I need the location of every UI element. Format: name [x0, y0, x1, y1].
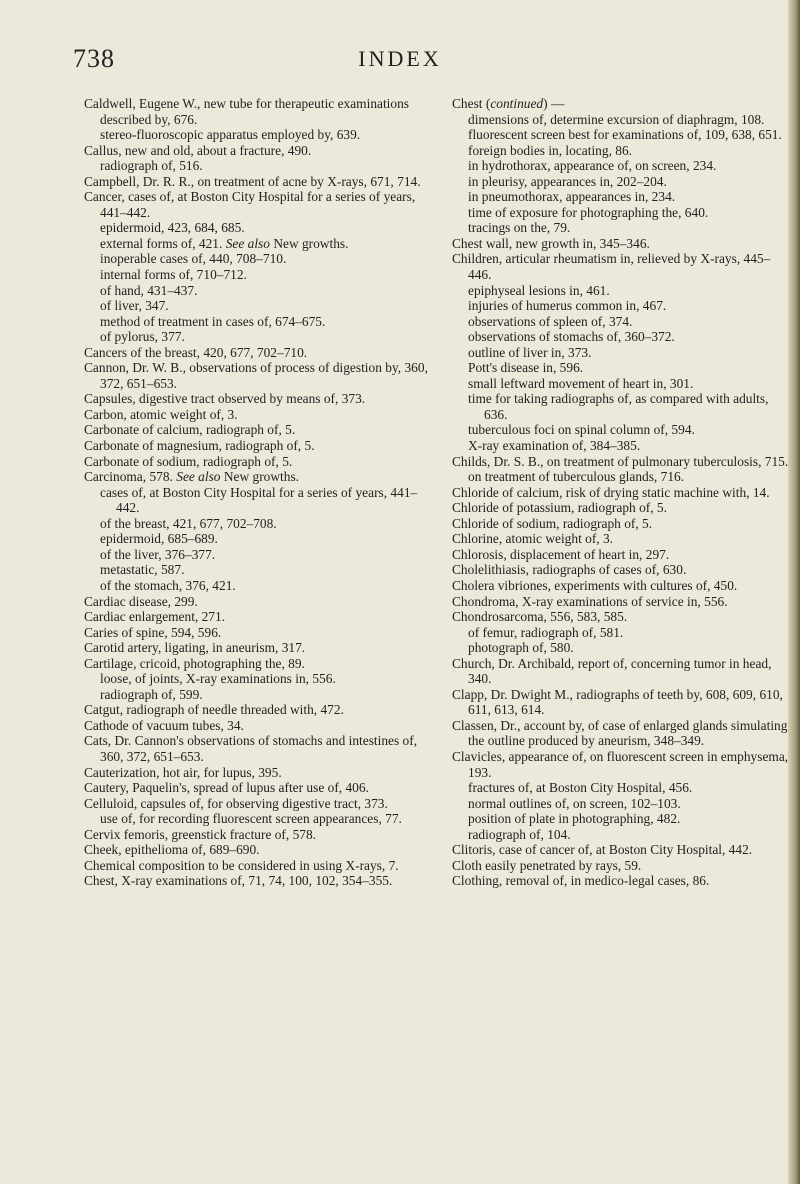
index-subentry — [84, 562, 428, 578]
entry-text: Caldwell, Eugene W., new tube for therapeutic examinations described by, 676. — [84, 96, 409, 127]
entry-text: Cheek, epithelioma of, 689–690. — [84, 842, 260, 858]
entry-text: Chemical composition to be considered in using X-rays, 7. — [84, 857, 399, 873]
index-entry — [84, 765, 428, 781]
index-entry: Chest (continued) — — [452, 96, 565, 111]
entry-text: Cauterization, hot air, for lupus, 395. — [84, 764, 282, 780]
index-entry — [452, 609, 790, 625]
entry-text: loose, of joints, X-ray examinations in, 556. — [100, 671, 336, 687]
index-subentry — [84, 283, 428, 299]
entry-text: Cholelithiasis, radiographs of cases of, 630. — [452, 562, 687, 578]
index-subentry — [84, 267, 428, 283]
index-subentry — [452, 376, 790, 392]
index-subentry — [452, 827, 790, 843]
entry-text: photograph of, 580. — [468, 640, 574, 656]
index-subentry — [452, 158, 790, 174]
entry-text: Chest — [452, 96, 483, 111]
entry-text: small leftward movement of heart in, 301. — [468, 375, 694, 391]
entry-rest: New growths. — [273, 235, 349, 251]
index-entry — [84, 625, 428, 641]
index-entry — [452, 594, 790, 610]
index-subentry — [84, 158, 428, 174]
index-subentry — [84, 516, 428, 532]
entry-text: Carbonate of magnesium, radiograph of, 5. — [84, 438, 315, 454]
index-entry — [452, 485, 790, 501]
entry-text: Cervix femoris, greenstick fracture of, 578. — [84, 826, 317, 842]
index-entry — [84, 733, 428, 764]
index-subentry — [452, 329, 790, 345]
page-number: 738 — [73, 44, 115, 73]
entry-text: Chloride of potassium, radiograph of, 5. — [452, 500, 667, 516]
entry-text: Chest, X-ray examinations of, 71, 74, 100, 102, 354–355. — [84, 873, 393, 889]
entry-text: fractures of, at Boston City Hospital, 456. — [468, 780, 693, 796]
index-subentry — [84, 127, 428, 143]
index-entry — [452, 531, 790, 547]
entry-text: method of treatment in cases of, 674–675. — [100, 313, 326, 329]
continued-label: continued — [490, 96, 544, 111]
entry-text: Cartilage, cricoid, photographing the, 89. — [84, 655, 305, 671]
entry-text: Celluloid, capsules of, for observing digestive tract, 373. — [84, 795, 388, 811]
index-subentry — [452, 780, 790, 796]
entry-text: Cholera vibriones, experiments with cultures of, 450. — [452, 577, 738, 593]
index-entry — [84, 594, 428, 610]
entry-text: inoperable cases of, 440, 708–710. — [100, 251, 287, 267]
index-entry — [84, 609, 428, 625]
entry-text: in hydrothorax, appearance of, on screen, 234. — [468, 158, 717, 174]
index-subentry — [452, 205, 790, 221]
index-subentry — [452, 283, 790, 299]
index-entry — [452, 516, 790, 532]
entry-text: time for taking radiographs of, as compared with adults, 636. — [468, 391, 769, 422]
entry-text: of the breast, 421, 677, 702–708. — [100, 515, 277, 531]
index-entry — [84, 96, 428, 127]
index-entry — [452, 547, 790, 563]
index-subentry — [452, 189, 790, 205]
entry-text: Chest wall, new growth in, 345–346. — [452, 235, 650, 251]
index-entry — [84, 345, 428, 361]
entry-text: Chloride of calcium, risk of drying static machine with, 14. — [452, 484, 770, 500]
index-subentry — [84, 671, 428, 687]
index-entry — [84, 360, 428, 391]
entry-text: X-ray examination of, 384–385. — [468, 438, 641, 454]
index-subentry — [84, 687, 428, 703]
index-subentry — [452, 469, 790, 485]
entry-text: of the stomach, 376, 421. — [100, 577, 236, 593]
index-subentry — [452, 127, 790, 143]
entry-text: on treatment of tuberculous glands, 716. — [468, 469, 685, 485]
index-subentry — [452, 391, 790, 422]
entry-text: of pylorus, 377. — [100, 329, 185, 345]
index-subentry — [84, 811, 428, 827]
entry-text: radiograph of, 104. — [468, 826, 571, 842]
index-entry — [84, 174, 428, 190]
index-entry — [452, 842, 790, 858]
index-entry — [452, 687, 790, 718]
index-subentry — [452, 220, 790, 236]
entry-text: Children, articular rheumatism in, relieved by X-rays, 445–446. — [452, 251, 771, 283]
index-subentry — [452, 422, 790, 438]
index-subentry — [84, 251, 428, 267]
entry-text: Chloride of sodium, radiograph of, 5. — [452, 515, 653, 531]
entry-text: normal outlines of, on screen, 102–103. — [468, 795, 681, 811]
entry-text: radiograph of, 599. — [100, 686, 203, 702]
index-entry — [452, 873, 790, 889]
page-title: INDEX — [358, 46, 442, 71]
index-subentry — [452, 360, 790, 376]
index-subentry — [84, 578, 428, 594]
entry-text: in pneumothorax, appearances in, 234. — [468, 189, 676, 205]
entry-text: in pleurisy, appearances in, 202–204. — [468, 173, 667, 189]
index-subentry — [452, 174, 790, 190]
index-entry — [84, 796, 428, 812]
see-also-label: See also — [225, 235, 270, 251]
page-header — [0, 44, 800, 84]
index-subentry — [84, 547, 428, 563]
see-also-label: See also — [176, 469, 221, 485]
index-subentry — [452, 811, 790, 827]
entry-text: internal forms of, 710–712. — [100, 267, 247, 283]
entry-text: Chondrosarcoma, 556, 583, 585. — [452, 609, 628, 625]
entry-text: tuberculous foci on spinal column of, 594. — [468, 422, 695, 438]
index-entry — [84, 407, 428, 423]
index-subentry — [452, 640, 790, 656]
index-entry — [84, 469, 428, 485]
entry-text: Clapp, Dr. Dwight M., radiographs of teeth by, 608, 609, 610, 611, 613, 614. — [452, 686, 783, 718]
entry-text: of hand, 431–437. — [100, 282, 198, 298]
index-subentry — [84, 485, 428, 516]
index-entry — [84, 842, 428, 858]
index-entry — [84, 718, 428, 734]
index-subentry — [452, 438, 790, 454]
entry-text: external forms of, 421. — [100, 235, 223, 251]
entry-text: Cardiac disease, 299. — [84, 593, 198, 609]
entry-text: fluorescent screen best for examinations of, 109, 638, 651. — [468, 127, 782, 143]
entry-text: Childs, Dr. S. B., on treatment of pulmonary tuberculosis, 715. — [452, 453, 789, 469]
entry-text: Cancer, cases of, at Boston City Hospital for a series of years, 441–442. — [84, 189, 416, 220]
index-entry — [452, 251, 790, 282]
entry-text: epidermoid, 423, 684, 685. — [100, 220, 245, 236]
entry-text: Classen, Dr., account by, of case of enlarged glands simulating the outline produced by aneurism, 348–349. — [452, 717, 788, 749]
index-subentry — [84, 531, 428, 547]
entry-text: injuries of humerus common in, 467. — [468, 298, 667, 314]
index-entry — [84, 422, 428, 438]
entry-text: stereo-fluoroscopic apparatus employed by, 639. — [100, 127, 361, 143]
entry-text: radiograph of, 516. — [100, 158, 203, 174]
index-entry — [452, 562, 790, 578]
index-subentry — [452, 143, 790, 159]
index-entry — [452, 578, 790, 594]
index-subentry — [84, 236, 428, 252]
entry-text: Cats, Dr. Cannon's observations of stomachs and intestines of, 360, 372, 651–653. — [84, 733, 418, 764]
index-entry — [84, 454, 428, 470]
entry-text: Cardiac enlargement, 271. — [84, 609, 226, 625]
entry-text: Carotid artery, ligating, in aneurism, 317. — [84, 640, 306, 656]
entry-text: tracings on the, 79. — [468, 220, 571, 236]
entry-text: Caries of spine, 594, 596. — [84, 624, 222, 640]
index-entry — [84, 189, 428, 220]
entry-text: of liver, 347. — [100, 298, 169, 314]
index-entry — [84, 858, 428, 874]
index-entry — [84, 702, 428, 718]
index-entry — [84, 438, 428, 454]
entry-text: of femur, radiograph of, 581. — [468, 624, 624, 640]
entry-text: epiphyseal lesions in, 461. — [468, 282, 610, 298]
entry-text: Catgut, radiograph of needle threaded with, 472. — [84, 702, 344, 718]
entry-text: Carcinoma, 578. — [84, 469, 173, 485]
entry-text: position of plate in photographing, 482. — [468, 811, 681, 827]
index-subentry — [452, 625, 790, 641]
index-entry — [84, 391, 428, 407]
entry-text: foreign bodies in, locating, 86. — [468, 142, 633, 158]
entry-text: Cannon, Dr. W. B., observations of process of digestion by, 360, 372, 651–653. — [84, 360, 428, 391]
index-entry — [452, 858, 790, 874]
entry-text: Carbon, atomic weight of, 3. — [84, 406, 238, 422]
index-subentry — [452, 345, 790, 361]
entry-text: observations of spleen of, 374. — [468, 313, 633, 329]
index-subentry — [84, 314, 428, 330]
entry-text: Carbonate of calcium, radiograph of, 5. — [84, 422, 296, 438]
index-entry — [84, 640, 428, 656]
entry-text: use of, for recording fluorescent screen appearances, 77. — [100, 811, 402, 827]
entry-text: dimensions of, determine excursion of diaphragm, 108. — [468, 111, 765, 127]
index-subentry — [452, 112, 790, 128]
entry-text: Campbell, Dr. R. R., on treatment of acne by X-rays, 671, 714. — [84, 173, 421, 189]
index-entry — [452, 656, 790, 687]
entry-text: Chlorosis, displacement of heart in, 297. — [452, 546, 670, 562]
entry-text: epidermoid, 685–689. — [100, 531, 218, 547]
index-entry — [452, 718, 790, 749]
entry-text: Cautery, Paquelin's, spread of lupus after use of, 406. — [84, 780, 369, 796]
index-column-left — [84, 96, 428, 889]
entry-text: Chondroma, X-ray examinations of service in, 556. — [452, 593, 728, 609]
entry-text: Cloth easily penetrated by rays, 59. — [452, 857, 642, 873]
entry-text: of the liver, 376–377. — [100, 546, 216, 562]
entry-text: metastatic, 587. — [100, 562, 185, 578]
entry-text: cases of, at Boston City Hospital for a series of years, 441–442. — [100, 484, 418, 516]
entry-text: Capsules, digestive tract observed by means of, 373. — [84, 391, 366, 407]
entry-text: Callus, new and old, about a fracture, 490. — [84, 142, 312, 158]
index-column-right — [452, 96, 790, 889]
entry-text: Clothing, removal of, in medico-legal cases, 86. — [452, 873, 710, 889]
entry-text: Carbonate of sodium, radiograph of, 5. — [84, 453, 293, 469]
index-subentry — [452, 796, 790, 812]
entry-rest: New growths. — [223, 469, 300, 485]
entry-text: Clavicles, appearance of, on fluorescent screen in emphysema, 193. — [452, 748, 789, 780]
entry-text: Chlorine, atomic weight of, 3. — [452, 531, 614, 547]
index-subentry — [452, 298, 790, 314]
index-subentry — [84, 220, 428, 236]
index-entry — [84, 143, 428, 159]
index-entry — [452, 236, 790, 252]
index-entry — [84, 827, 428, 843]
index-entry — [452, 454, 790, 470]
entry-text: Church, Dr. Archibald, report of, concerning tumor in head, 340. — [452, 655, 772, 687]
entry-text: Cathode of vacuum tubes, 34. — [84, 717, 244, 733]
entry-text: observations of stomachs of, 360–372. — [468, 329, 675, 345]
index-entry — [84, 656, 428, 672]
entry-text: Clitoris, case of cancer of, at Boston City Hospital, 442. — [452, 842, 753, 858]
index-entry — [84, 873, 428, 889]
page-edge — [788, 0, 800, 1184]
index-subentry — [84, 329, 428, 345]
entry-text: outline of liver in, 373. — [468, 344, 592, 360]
index-entry — [452, 500, 790, 516]
index-entry — [84, 780, 428, 796]
index-subentry — [452, 314, 790, 330]
index-subentry — [84, 298, 428, 314]
entry-rest: — — [547, 96, 565, 111]
entry-text: Cancers of the breast, 420, 677, 702–710. — [84, 344, 308, 360]
entry-text: time of exposure for photographing the, 640. — [468, 204, 709, 220]
index-entry — [452, 749, 790, 780]
entry-text: Pott's disease in, 596. — [468, 360, 584, 376]
